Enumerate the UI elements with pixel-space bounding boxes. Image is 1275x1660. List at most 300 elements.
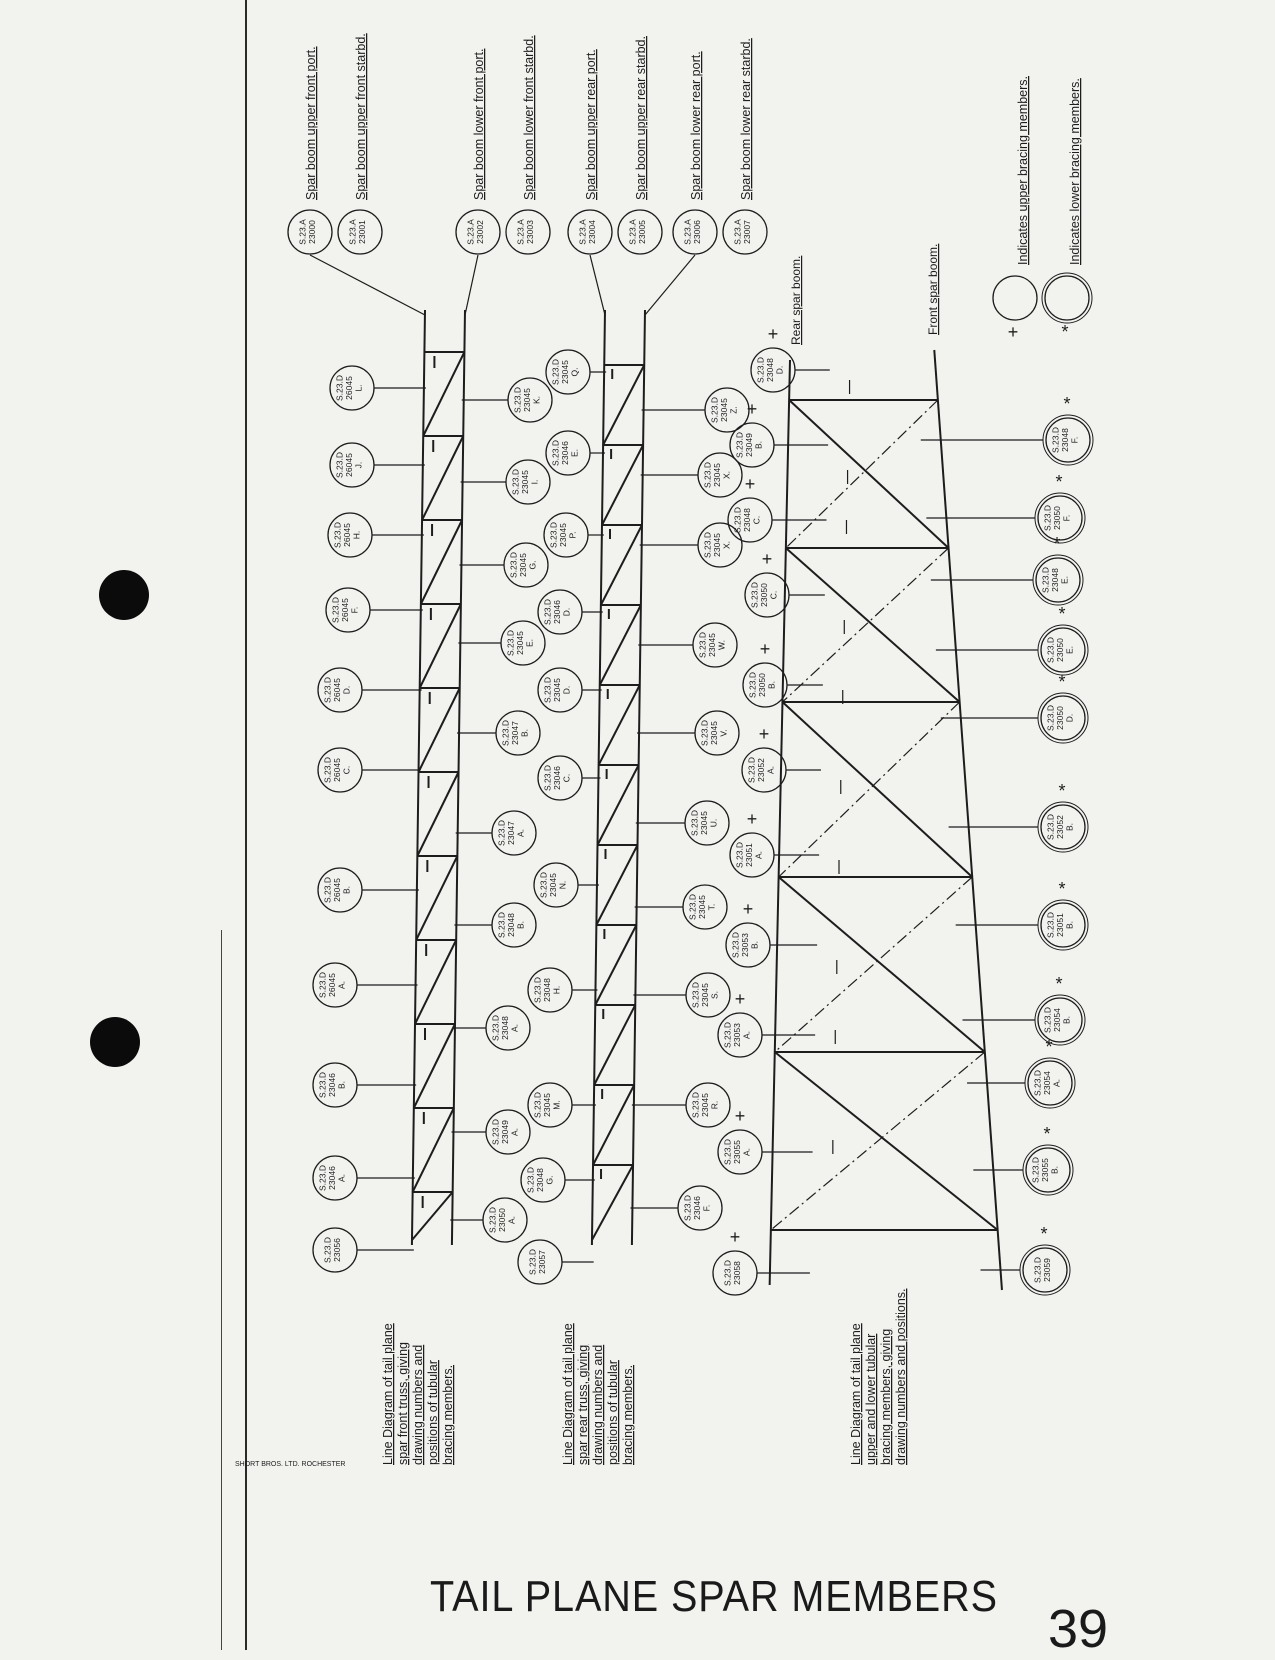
callout-text-1: 26045: [344, 453, 354, 477]
lower-bracing-mark: *: [1058, 604, 1066, 624]
front-truss-part-callout: [313, 1228, 357, 1272]
front-truss-diagonal: [421, 520, 462, 604]
callout-text-2: B.: [1064, 920, 1075, 930]
callout-text-0: S.23.D: [496, 912, 507, 938]
callout-text-0: S.23.D: [1032, 1257, 1043, 1283]
callout-text-1: 23045: [709, 721, 719, 745]
caption-line: Line Diagram of tail plane: [561, 1323, 575, 1465]
callout-text-1: 23045: [699, 811, 709, 835]
upper-bracing-part-callout: [718, 1013, 762, 1057]
callout-text-1: 26045: [332, 758, 342, 782]
front-truss-diagonal: [416, 856, 457, 940]
lower-bracing-part-callout: [1033, 555, 1083, 605]
callout-text-1: 23048: [535, 1168, 545, 1192]
imprint-text: SHORT BROS. LTD. ROCHESTER: [235, 1461, 346, 1468]
rear-truss-part-callout: [546, 431, 590, 475]
callout-text-1: 23048: [765, 358, 775, 382]
rear-spar-boom-label: Rear spar boom.: [789, 255, 803, 345]
rear-truss-diagonal: [598, 765, 639, 845]
callout-text-1: 23048: [500, 1016, 510, 1040]
plan-upper-diagonal: [782, 702, 972, 877]
callout-text-2: A.: [515, 828, 526, 838]
callout-text-1: 23058: [731, 1261, 742, 1285]
lower-bracing-mark: *: [1058, 781, 1066, 801]
callout-text-1: 23046: [552, 766, 562, 790]
lower-bracing-mark: *: [1055, 472, 1063, 492]
callout-text-2: D.: [774, 365, 785, 375]
legend-upper-symbol: +: [1007, 322, 1019, 342]
rear-truss-part-callout: [678, 1186, 722, 1230]
callout-text-0: S.23.D: [1045, 705, 1056, 731]
callout-text-2: J.: [353, 461, 364, 469]
boom-leader: [590, 255, 605, 315]
callout-text-1: 23004: [586, 220, 597, 244]
rear-truss-part-callout: [686, 973, 730, 1017]
callout-text-0: S.23.D: [709, 397, 720, 423]
callout-text-1: 26045: [327, 973, 337, 997]
lower-bracing-part-callout: [1038, 900, 1088, 950]
rear-truss-diagonal: [599, 685, 640, 765]
front-truss-part-callout: [318, 668, 362, 712]
callout-text-0: S.23.D: [334, 452, 345, 478]
callout-text-1: 23050: [757, 673, 767, 697]
callout-text-2: X.: [721, 540, 732, 550]
plan-lower-diagonal: [775, 877, 972, 1052]
callout-text-0: S.23.D: [1042, 1007, 1053, 1033]
boom-part-callout: [673, 210, 717, 254]
callout-text-0: S.23.D: [527, 1249, 538, 1275]
boom-label-text: Spar boom upper rear port.: [584, 49, 598, 200]
front-truss-part-callout: [496, 711, 540, 755]
callout-text-2: B.: [1061, 1015, 1072, 1025]
callout-text-0: S.23.D: [505, 630, 516, 656]
front-spar-boom-label: Front spar boom.: [926, 243, 940, 335]
front-truss-upper-boom: [412, 310, 425, 1245]
upper-bracing-part-callout: [745, 573, 789, 617]
callout-text-2: A.: [336, 1173, 347, 1183]
callout-text-0: S.23.D: [749, 582, 760, 608]
rear-truss-part-callout: [518, 1240, 562, 1284]
callout-text-1: 23059: [1041, 1258, 1052, 1282]
callout-text-2: B.: [519, 728, 530, 738]
callout-text-0: S.23.D: [689, 810, 700, 836]
callout-text-1: 23001: [356, 220, 367, 244]
callout-text-0: S.23.D: [322, 677, 333, 703]
callout-text-2: H.: [551, 985, 562, 995]
callout-text-1: 23048: [1050, 568, 1060, 592]
rear-truss-part-callout: [538, 756, 582, 800]
lower-bracing-part-callout: [1025, 1058, 1075, 1108]
callout-text-0: S.23.D: [1050, 427, 1061, 453]
front-truss-part-callout: [326, 588, 370, 632]
front-truss-part-callout: [492, 811, 536, 855]
callout-text-0: S.23.D: [542, 599, 553, 625]
callout-text-0: S.23.D: [490, 1119, 501, 1145]
rear-truss-diagonal: [594, 1005, 635, 1085]
callout-text-1: 23047: [506, 821, 516, 845]
front-truss-part-callout: [501, 621, 545, 665]
rear-truss-diagonal: [596, 845, 637, 925]
front-truss-part-callout: [318, 748, 362, 792]
front-truss-part-callout: [508, 378, 552, 422]
callout-text-2: D.: [561, 685, 572, 695]
callout-text-0: S.23.D: [702, 462, 713, 488]
callout-text-2: L.: [353, 384, 364, 392]
front-truss-part-callout: [313, 1063, 357, 1107]
front-truss-diagonal: [413, 1108, 454, 1192]
callout-text-2: F.: [1061, 514, 1072, 522]
front-truss-part-callout: [330, 443, 374, 487]
callout-text-1: 23048: [506, 913, 516, 937]
callout-text-2: T.: [706, 903, 717, 911]
callout-text-2: W.: [716, 640, 727, 650]
front-truss-lower-boom: [452, 310, 465, 1245]
plan-upper-diagonal: [789, 400, 948, 548]
callout-text-2: A.: [753, 850, 764, 860]
callout-text-2: X.: [721, 470, 732, 480]
callout-text-0: S.23.D: [532, 977, 543, 1003]
callout-text-2: N.: [557, 880, 568, 890]
callout-text-1: 23045: [719, 398, 729, 422]
front-spar-boom-line: [934, 350, 1002, 1290]
callout-text-1: 23048: [542, 978, 552, 1002]
callout-text-1: 23049: [744, 433, 754, 457]
callout-text-1: 23046: [692, 1196, 702, 1220]
upper-bracing-mark: +: [758, 724, 770, 744]
callout-text-0: S.23.D: [1045, 637, 1056, 663]
boom-label-text: Spar boom lower rear starbd.: [739, 38, 753, 200]
rear-spar-boom-line: [770, 360, 790, 1285]
callout-text-1: 23055: [732, 1140, 742, 1164]
front-truss-part-callout: [483, 1198, 527, 1242]
callout-text-2: A.: [336, 980, 347, 990]
callout-text-1: 23046: [560, 441, 570, 465]
callout-text-2: D.: [1064, 713, 1075, 723]
callout-text-0: S.23.D: [512, 387, 523, 413]
callout-text-0: S.23.D: [322, 757, 333, 783]
callout-text-0: S.23.D: [317, 972, 328, 998]
callout-text-0: S.23.D: [690, 1092, 701, 1118]
upper-bracing-part-callout: [728, 498, 772, 542]
callout-text-1: 23053: [740, 933, 750, 957]
callout-text-0: S.23.D: [317, 1165, 328, 1191]
callout-text-1: 23045: [518, 553, 528, 577]
callout-text-2: G.: [527, 560, 538, 570]
caption-line: spar rear truss, giving: [576, 1344, 590, 1465]
callout-text-0: S.23.A: [627, 219, 638, 245]
front-truss-part-callout: [330, 366, 374, 410]
rear-truss-part-callout: [685, 801, 729, 845]
callout-text-0: S.23.D: [702, 532, 713, 558]
caption-line: bracing members.: [621, 1364, 635, 1465]
callout-text-1: 23050: [1055, 706, 1065, 730]
plan-lower-diagonal: [771, 1052, 985, 1230]
plan-upper-diagonal: [779, 877, 985, 1052]
callout-text-1: 23048: [742, 508, 752, 532]
front-truss-part-callout: [328, 513, 372, 557]
callout-text-2: F.: [349, 606, 360, 614]
callout-text-0: S.23.D: [542, 765, 553, 791]
boom-part-callout: [338, 210, 382, 254]
callout-text-0: S.23.D: [1045, 814, 1056, 840]
boom-part-callout: [506, 210, 550, 254]
callout-text-1: 23048: [1060, 428, 1070, 452]
upper-bracing-mark: +: [767, 324, 779, 344]
plan-upper-diagonal: [775, 1052, 998, 1230]
lower-bracing-part-callout: [1038, 625, 1088, 675]
callout-text-1: 23055: [1040, 1158, 1050, 1182]
front-truss-diagonal: [414, 1024, 455, 1108]
callout-text-1: 23050: [497, 1208, 507, 1232]
lower-bracing-part-callout: [1023, 1145, 1073, 1195]
caption-line: spar front truss, giving: [396, 1342, 410, 1465]
callout-text-0: S.23.D: [542, 677, 553, 703]
callout-text-1: 23045: [697, 895, 707, 919]
boom-label-text: Spar boom upper front starbd.: [354, 33, 368, 200]
rear-truss-diagonal: [602, 445, 643, 525]
front-truss-part-callout: [313, 963, 357, 1007]
callout-text-2: A.: [741, 1030, 752, 1040]
callout-text-0: S.23.D: [1042, 505, 1053, 531]
callout-text-1: 23045: [558, 523, 568, 547]
page-number: 39: [1048, 1599, 1109, 1659]
callout-text-0: S.23.D: [687, 894, 698, 920]
legend-lower-symbol: *: [1061, 322, 1069, 342]
caption-line: Line Diagram of tail plane: [849, 1323, 863, 1465]
callout-text-0: S.23.A: [682, 219, 693, 245]
callout-text-1: 26045: [340, 598, 350, 622]
callout-text-2: B.: [336, 1080, 347, 1090]
callout-text-0: S.23.D: [734, 432, 745, 458]
callout-text-1: 26045: [332, 678, 342, 702]
callout-text-0: S.23.A: [297, 219, 308, 245]
callout-text-2: F.: [1069, 436, 1080, 444]
callout-text-0: S.23.D: [722, 1139, 733, 1165]
callout-text-2: K.: [531, 395, 542, 405]
callout-text-1: 23045: [515, 631, 525, 655]
callout-text-2: E.: [569, 448, 580, 458]
callout-text-0: S.23.D: [550, 440, 561, 466]
front-truss-diagonal: [419, 688, 460, 772]
lower-bracing-mark: *: [1040, 1224, 1048, 1244]
upper-bracing-mark: +: [734, 1106, 746, 1126]
callout-text-0: S.23.D: [755, 357, 766, 383]
plan-upper-diagonal: [786, 548, 960, 702]
callout-text-2: A.: [765, 765, 776, 775]
callout-text-0: S.23.D: [490, 1015, 501, 1041]
callout-text-0: S.23.D: [699, 720, 710, 746]
callout-text-0: S.23.D: [550, 359, 561, 385]
plan-lower-diagonal: [782, 548, 948, 702]
rear-truss-part-callout: [534, 863, 578, 907]
callout-text-1: 23051: [744, 843, 754, 867]
callout-text-2: C.: [341, 765, 352, 775]
front-truss-part-callout: [486, 1006, 530, 1050]
callout-text-0: S.23.D: [1030, 1157, 1041, 1183]
callout-text-0: S.23.A: [347, 219, 358, 245]
callout-text-2: B.: [749, 940, 760, 950]
rear-truss-diagonal: [595, 925, 636, 1005]
front-truss-diagonal: [420, 604, 461, 688]
callout-text-2: B.: [341, 885, 352, 895]
caption-line: positions of tubular: [426, 1360, 440, 1465]
page-title: TAIL PLANE SPAR MEMBERS: [430, 1572, 998, 1621]
legend-text: Indicates upper bracing members.: [1016, 76, 1030, 265]
upper-bracing-part-callout: [730, 833, 774, 877]
callout-text-0: S.23.D: [548, 522, 559, 548]
boom-leader: [310, 255, 425, 315]
upper-bracing-part-callout: [726, 923, 770, 967]
callout-text-1: 23052: [756, 758, 766, 782]
rear-truss-part-callout: [528, 968, 572, 1012]
rear-truss-part-callout: [528, 1083, 572, 1127]
callout-text-0: S.23.D: [496, 820, 507, 846]
upper-bracing-mark: +: [761, 549, 773, 569]
callout-text-1: 23005: [636, 220, 647, 244]
upper-bracing-part-callout: [751, 348, 795, 392]
callout-text-1: 23046: [327, 1073, 337, 1097]
callout-text-0: S.23.D: [747, 672, 758, 698]
callout-text-0: S.23.D: [532, 1092, 543, 1118]
callout-text-0: S.23.A: [732, 219, 743, 245]
caption-line: Line Diagram of tail plane: [381, 1323, 395, 1465]
upper-bracing-part-callout: [743, 663, 787, 707]
rear-truss-part-callout: [546, 350, 590, 394]
boom-label-text: Spar boom lower front port.: [472, 48, 486, 200]
callout-text-1: 23045: [707, 633, 717, 657]
callout-text-1: 26045: [344, 376, 354, 400]
callout-text-2: A.: [741, 1147, 752, 1157]
upper-bracing-mark: +: [729, 1227, 741, 1247]
front-truss-part-callout: [318, 868, 362, 912]
callout-text-2: C.: [768, 590, 779, 600]
boom-label-text: Spar boom upper rear starbd.: [634, 36, 648, 200]
upper-bracing-part-callout: [713, 1251, 757, 1295]
lower-bracing-mark: *: [1053, 534, 1061, 554]
rear-truss-part-callout: [544, 513, 588, 557]
callout-text-1: 23051: [1055, 913, 1065, 937]
callout-text-2: I.: [529, 479, 540, 485]
boom-leader: [645, 255, 695, 315]
upper-bracing-mark: +: [746, 399, 758, 419]
callout-text-1: 23045: [520, 470, 530, 494]
callout-text-2: B.: [766, 680, 777, 690]
callout-text-1: 23045: [712, 533, 722, 557]
callout-text-0: S.23.D: [722, 1260, 733, 1286]
caption-line: drawing numbers and: [591, 1344, 605, 1465]
front-truss-part-callout: [504, 543, 548, 587]
callout-text-0: S.23.D: [332, 522, 343, 548]
lower-bracing-mark: *: [1055, 974, 1063, 994]
legend-text: Indicates lower bracing members.: [1068, 78, 1082, 265]
callout-text-1: 26045: [342, 523, 352, 547]
callout-text-0: S.23.D: [322, 1237, 333, 1263]
lower-bracing-mark: *: [1043, 1124, 1051, 1144]
callout-text-2: A.: [506, 1215, 517, 1225]
caption-line: bracing members, giving: [879, 1328, 893, 1465]
callout-text-0: S.23.D: [1040, 567, 1051, 593]
boom-part-callout: [288, 210, 332, 254]
callout-text-0: S.23.D: [334, 375, 345, 401]
part-callouts: [288, 210, 1093, 1295]
callout-text-2: A.: [509, 1023, 520, 1033]
boom-label-text: Spar boom lower rear port.: [689, 51, 703, 200]
callout-text-2: C.: [561, 773, 572, 783]
callout-text-2: B.: [515, 920, 526, 930]
callout-text-0: S.23.D: [330, 597, 341, 623]
callout-text-0: S.23.D: [525, 1167, 536, 1193]
callout-text-1: 23047: [510, 721, 520, 745]
lower-bracing-part-callout: [1038, 802, 1088, 852]
plan-lower-diagonal: [786, 400, 938, 548]
callout-text-0: S.23.D: [690, 982, 701, 1008]
callout-text-1: 23050: [759, 583, 769, 607]
callout-text-1: 23046: [552, 600, 562, 624]
front-truss-part-callout: [492, 903, 536, 947]
callout-text-0: S.23.D: [317, 1072, 328, 1098]
callout-text-1: 23054: [1042, 1071, 1052, 1095]
lower-bracing-part-callout: [1038, 693, 1088, 743]
callout-text-1: 23050: [1052, 506, 1062, 530]
rear-truss-diagonal: [601, 525, 642, 605]
lower-bracing-mark: *: [1058, 672, 1066, 692]
boom-part-callout: [456, 210, 500, 254]
callout-text-0: S.23.D: [730, 932, 741, 958]
lower-bracing-mark: *: [1045, 1037, 1053, 1057]
callout-text-2: B.: [753, 440, 764, 450]
upper-bracing-mark: +: [744, 474, 756, 494]
callout-text-1: 23045: [522, 388, 532, 412]
callout-text-2: S.: [709, 990, 720, 1000]
front-truss-part-callout: [506, 460, 550, 504]
callout-text-0: S.23.A: [465, 219, 476, 245]
callout-text-2: E.: [1059, 575, 1070, 585]
callout-text-2: B.: [1064, 822, 1075, 832]
callout-text-1: 23057: [536, 1250, 547, 1274]
callout-text-1: 23002: [474, 220, 485, 244]
callout-text-2: R.: [709, 1100, 720, 1110]
callout-text-0: S.23.D: [487, 1207, 498, 1233]
upper-bracing-mark: +: [742, 899, 754, 919]
upper-bracing-part-callout: [742, 748, 786, 792]
rear-truss-part-callout: [683, 885, 727, 929]
callout-text-0: S.23.D: [746, 757, 757, 783]
callout-text-1: 23045: [542, 1093, 552, 1117]
rear-truss-diagonal: [592, 1165, 633, 1240]
callout-text-1: 23045: [552, 678, 562, 702]
callout-text-1: 23045: [700, 983, 710, 1007]
callout-text-2: V.: [718, 729, 729, 737]
callout-text-0: S.23.D: [322, 877, 333, 903]
callout-text-1: 23056: [331, 1238, 342, 1262]
callout-text-0: S.23.D: [1045, 912, 1056, 938]
front-truss-diagonal: [423, 352, 464, 436]
callout-text-2: C.: [751, 515, 762, 525]
upper-bracing-part-callout: [718, 1130, 762, 1174]
callout-text-0: S.23.D: [732, 507, 743, 533]
callout-text-1: 23045: [560, 360, 570, 384]
rear-truss-diagonal: [600, 605, 641, 685]
callout-text-2: Q.: [569, 367, 580, 377]
caption-line: upper and lower tubular: [864, 1333, 878, 1465]
callout-text-0: S.23.D: [510, 469, 521, 495]
callout-text-2: E.: [1064, 645, 1075, 655]
callout-text-2: G.: [544, 1175, 555, 1185]
front-truss-part-callout: [486, 1110, 530, 1154]
callout-text-1: 23003: [524, 220, 535, 244]
callout-text-1: 23046: [327, 1166, 337, 1190]
callout-text-0: S.23.D: [1032, 1070, 1043, 1096]
